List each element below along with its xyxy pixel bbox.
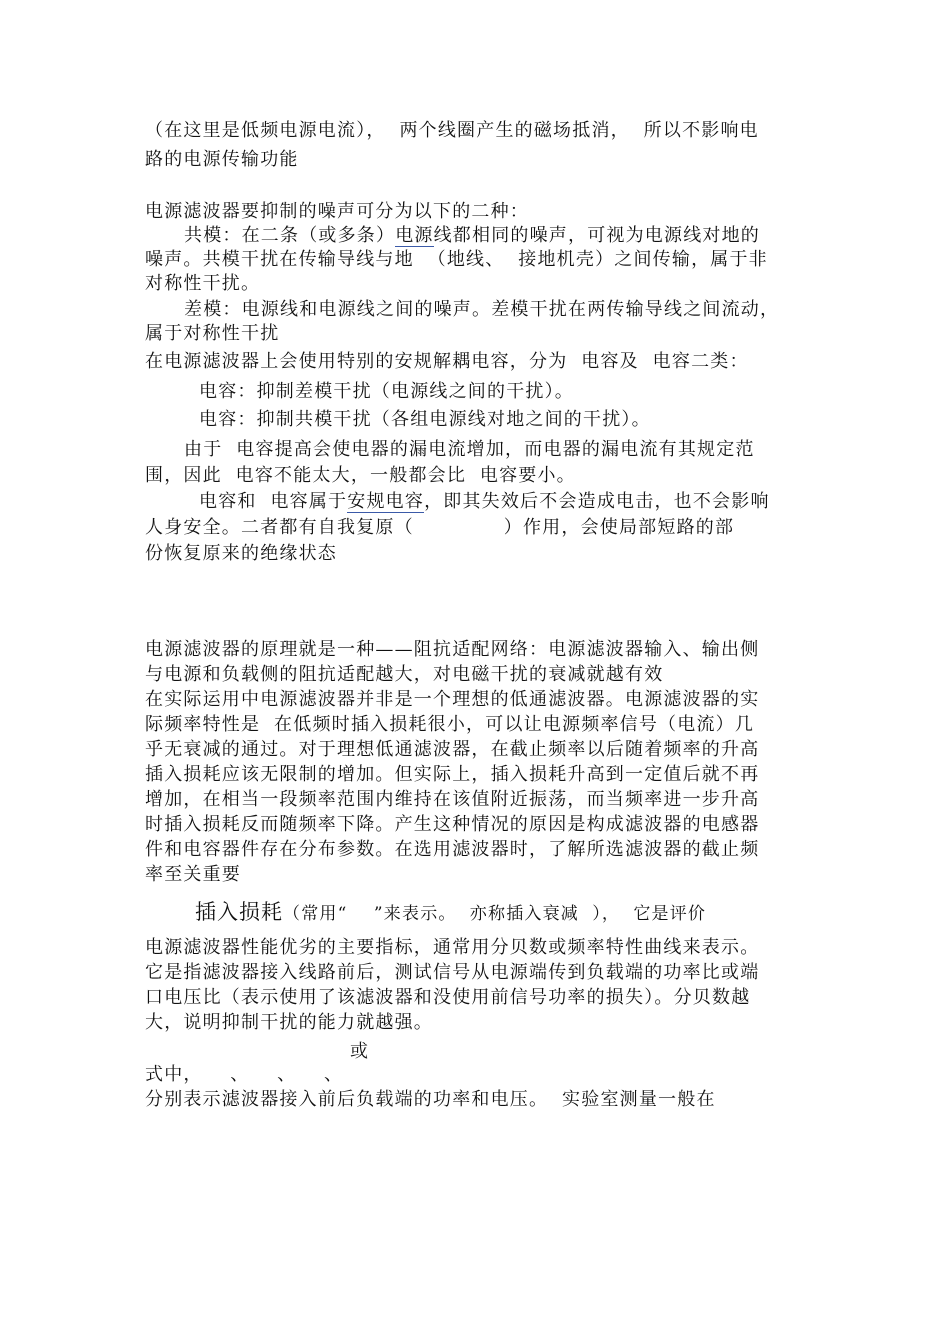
paragraph-line: 在电源滤波器上会使用特别的安规解耦电容，分为 电容及 电容二类： — [145, 351, 749, 372]
paragraph-line: 路的电源传输功能 — [145, 149, 299, 170]
paragraph-line: 大，说明抑制干扰的能力就越强。 — [145, 1012, 433, 1033]
paragraph-line: 属于对称性干扰 — [145, 323, 280, 344]
paragraph-line: 率至关重要 — [145, 864, 241, 885]
section-intro-line: 电源滤波器要抑制的噪声可分为以下的二种： — [145, 201, 529, 222]
paragraph-line: 在实际运用中电源滤波器并非是一个理想的低通滤波器。电源滤波器的实 — [145, 689, 760, 710]
paragraph-line: 与电源和负载侧的阻抗适配越大，对电磁干扰的衰减就越有效 — [145, 664, 664, 685]
paragraph-line: 噪声。共模干扰在传输导线与地 （地线、 接地机壳）之间传输，属于非 — [145, 249, 768, 270]
capacitor-x-line: 电容：抑制差模干扰（电源线之间的干扰）。 — [199, 381, 574, 402]
common-mode-text-cont: 线都相同的噪声，可视为电源线对地的 — [433, 225, 761, 246]
paragraph-line: 电源滤波器性能优劣的主要指标，通常用分贝数或频率特性曲线来表示。 — [145, 937, 760, 958]
paragraph-line: 插入损耗应该无限制的增加。但实际上，插入损耗升高到一定值后就不再 — [145, 764, 760, 785]
paragraph-line: 口电压比（表示使用了该滤波器和没使用前信号功率的损失）。分贝数越 — [145, 987, 751, 1008]
capacitor-y-line: 电容：抑制共模干扰（各组电源线对地之间的干扰）。 — [199, 409, 651, 430]
formula-note-line: 式中， 、 、 、 — [145, 1064, 344, 1085]
insertion-loss-line — [195, 900, 706, 926]
paragraph-line: 围，因此 电容不能太大，一般都会比 电容要小。 — [145, 465, 576, 486]
paragraph-line: 份恢复原来的绝缘状态 — [145, 543, 337, 564]
formula-or-label: 或 — [350, 1041, 370, 1062]
safety-capacitor-link-text: 安规电容 — [347, 491, 425, 512]
safety-capacitor-line — [199, 490, 770, 514]
paragraph-line: 际频率特性是 在低频时插入损耗很小，可以让电源频率信号（电流）几 — [145, 714, 755, 735]
paragraph-line: 增加，在相当一段频率范围内维持在该值附近振荡，而当频率进一步升高 — [145, 789, 760, 810]
power-link-text: 电源 — [395, 225, 434, 246]
safety-text-cont: ，即其失效后不会造成电击，也不会影响 — [424, 491, 770, 512]
paragraph-line: 件和电容器件存在分布参数。在选用滤波器时，了解所选滤波器的截止频 — [145, 839, 760, 860]
paragraph-line: （在这里是低频电源电流）， 两个线圈产生的磁场抵消， 所以不影响电 — [145, 120, 759, 141]
safety-text: 电容和 电容属于 — [199, 491, 348, 512]
differential-mode-line: 差模：电源线和电源线之间的噪声。差模干扰在两传输导线之间流动， — [184, 299, 780, 320]
paragraph-line: 对称性干扰。 — [145, 273, 261, 294]
common-mode-text: 共模：在二条（或多条） — [184, 225, 396, 246]
insertion-loss-text: （常用“ ”来表示。 亦称插入衰减 ）， 它是评价 — [283, 904, 707, 924]
insertion-loss-heading: 插入损耗 — [195, 900, 283, 924]
paragraph-line: 由于 电容提高会使电器的漏电流增加，而电器的漏电流有其规定范 — [184, 439, 755, 460]
paragraph-line: 人身安全。二者都有自我复原（ ）作用，会使局部短路的部 — [145, 517, 735, 538]
paragraph-line: 时插入损耗反而随频率下降。产生这种情况的原因是构成滤波器的电感器 — [145, 814, 760, 835]
paragraph-line: 它是指滤波器接入线路前后，测试信号从电源端传到负载端的功率比或端 — [145, 962, 760, 983]
paragraph-line: 电源滤波器的原理就是一种——阻抗适配网络：电源滤波器输入、输出侧 — [145, 639, 760, 660]
common-mode-line — [184, 224, 760, 248]
paragraph-line: 乎无衰减的通过。对于理想低通滤波器，在截止频率以后随着频率的升高 — [145, 739, 760, 760]
paragraph-line: 分别表示滤波器接入前后负载端的功率和电压。 实验室测量一般在 — [145, 1089, 716, 1110]
